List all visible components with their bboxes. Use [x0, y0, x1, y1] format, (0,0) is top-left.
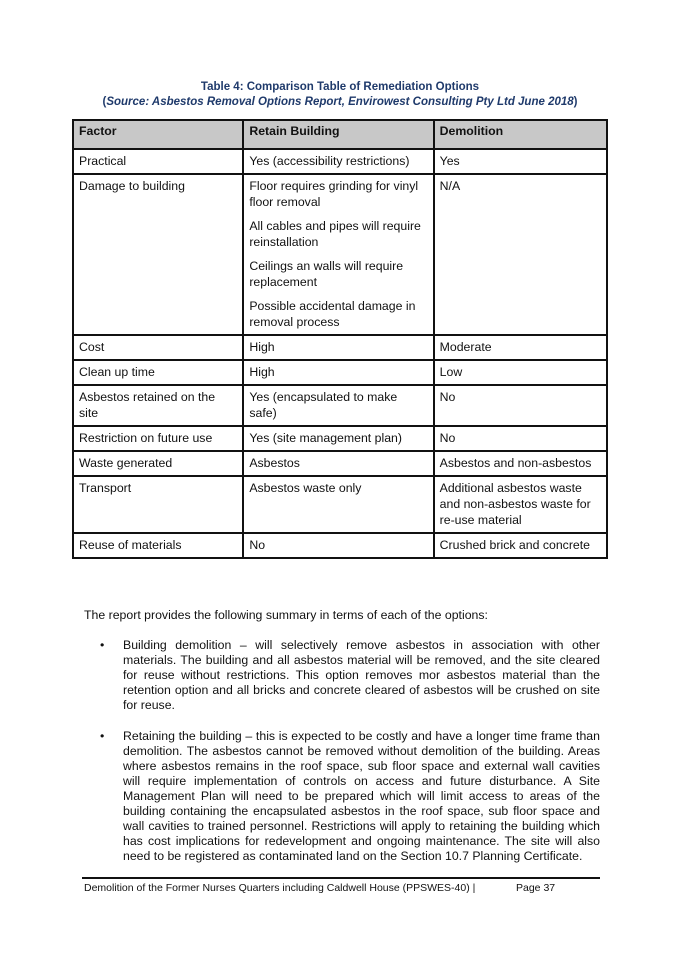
table-row: [73, 149, 607, 174]
comparison-table: [72, 119, 608, 559]
cell-demolition: [434, 360, 607, 385]
cell-paragraph: Low: [439, 365, 463, 379]
page-number: Page 37: [516, 882, 556, 894]
table-row: [73, 174, 607, 335]
cell-retain-building: [243, 335, 433, 360]
cell-retain-building: [243, 476, 433, 533]
table-caption: [0, 80, 680, 110]
summary-intro: The report provides the following summary in terms of each of the options:: [84, 608, 488, 622]
cell-retain-building: [243, 451, 433, 476]
table-row: [73, 476, 607, 533]
table-header-row: [73, 120, 607, 149]
cell-paragraph: No: [249, 538, 266, 552]
bullet-icon: •: [100, 729, 105, 743]
cell-paragraph: Moderate: [439, 340, 492, 354]
cell-retain-building: [243, 385, 433, 426]
cell-factor: Clean up time: [73, 360, 243, 385]
cell-factor: Cost: [73, 335, 243, 360]
cell-factor: Waste generated: [73, 451, 243, 476]
cell-retain-building: [243, 533, 433, 558]
cell-factor: Transport: [73, 476, 243, 533]
cell-paragraph: Asbestos and non-asbestos: [439, 456, 592, 470]
cell-paragraph: Ceilings an walls will require replacement: [249, 259, 404, 289]
cell-factor: Restriction on future use: [73, 426, 243, 451]
cell-retain-building: [243, 149, 433, 174]
table-source-text: Source: Asbestos Removal Options Report, Envirowest Consulting Pty Ltd June 2018: [106, 96, 574, 108]
cell-paragraph: Possible accidental damage in removal process: [249, 299, 416, 329]
cell-factor: Reuse of materials: [73, 533, 243, 558]
list-item-text: Retaining the building – this is expected to be costly and have a longer time frame than demolition. The asbestos cannot be removed without demolition of the building. Areas where asbestos remains in the roof space, sub floor space and external wall cavities will require implementation of controls on access and future disturbance. A Site Management Plan will need to be prepared which will limit access to areas of the building containing the encapsulated asbestos in the roof space, sub floor space and wall cavities to trained personnel. Restrictions will apply to retaining the building which has cost implications for redevelopment and ongoing maintenance. The site will also need to be registered as contaminated land on the Section 10.7 Planning Certificate.: [123, 729, 600, 863]
cell-paragraph: Asbestos waste only: [249, 481, 362, 495]
footer-document-title: Demolition of the Former Nurses Quarters including Caldwell House (PPSWES-40) |: [84, 882, 476, 894]
cell-demolition: [434, 476, 607, 533]
cell-paragraph: All cables and pipes will require reinstallation: [249, 219, 421, 249]
table-row: [73, 451, 607, 476]
cell-demolition: [434, 149, 607, 174]
header-retain-building: Retain Building: [243, 120, 433, 149]
cell-demolition: [434, 451, 607, 476]
list-item-retain: [100, 729, 600, 864]
options-list: [100, 638, 600, 880]
cell-paragraph: Yes (site management plan): [249, 431, 402, 445]
table-source: (Source: Asbestos Removal Options Report, Envirowest Consulting Pty Ltd June 2018): [102, 96, 578, 108]
cell-paragraph: Asbestos: [249, 456, 300, 470]
cell-paragraph: Floor requires grinding for vinyl floor removal: [249, 179, 419, 209]
cell-demolition: [434, 335, 607, 360]
footer-divider: [82, 877, 600, 879]
table-row: [73, 335, 607, 360]
cell-paragraph: High: [249, 340, 275, 354]
cell-paragraph: Yes (accessibility restrictions): [249, 154, 410, 168]
cell-factor: Practical: [73, 149, 243, 174]
header-demolition: Demolition: [434, 120, 607, 149]
cell-retain-building: [243, 174, 433, 335]
cell-paragraph: High: [249, 365, 275, 379]
list-item-demolition: [100, 638, 600, 713]
table-row: [73, 385, 607, 426]
cell-paragraph: Yes: [439, 154, 460, 168]
cell-retain-building: [243, 426, 433, 451]
bullet-icon: •: [100, 638, 105, 652]
cell-demolition: [434, 174, 607, 335]
header-factor: Factor: [73, 120, 243, 149]
cell-paragraph: Additional asbestos waste and non-asbestos waste for re-use material: [439, 481, 591, 527]
table-row: [73, 360, 607, 385]
table-row: [73, 426, 607, 451]
cell-paragraph: Yes (encapsulated to make safe): [249, 390, 398, 420]
cell-factor: Damage to building: [73, 174, 243, 335]
cell-paragraph: N/A: [439, 179, 461, 193]
cell-factor: Asbestos retained on the site: [73, 385, 243, 426]
cell-demolition: [434, 533, 607, 558]
cell-demolition: [434, 385, 607, 426]
cell-retain-building: [243, 360, 433, 385]
cell-paragraph: No: [439, 431, 456, 445]
cell-paragraph: Crushed brick and concrete: [439, 538, 591, 552]
table-row: [73, 533, 607, 558]
table-body: [73, 149, 607, 558]
list-item-text: Building demolition – will selectively remove asbestos in association with other materials. The building and all asbestos material will be removed, and the site cleared for reuse without restrictions. This option removes mor asbestos material than the retention option and all bricks and concrete cleared of asbestos will be crushed on site for reuse.: [123, 638, 600, 712]
table-title: Table 4: Comparison Table of Remediation Options: [200, 81, 480, 93]
cell-paragraph: No: [439, 390, 456, 404]
cell-demolition: [434, 426, 607, 451]
